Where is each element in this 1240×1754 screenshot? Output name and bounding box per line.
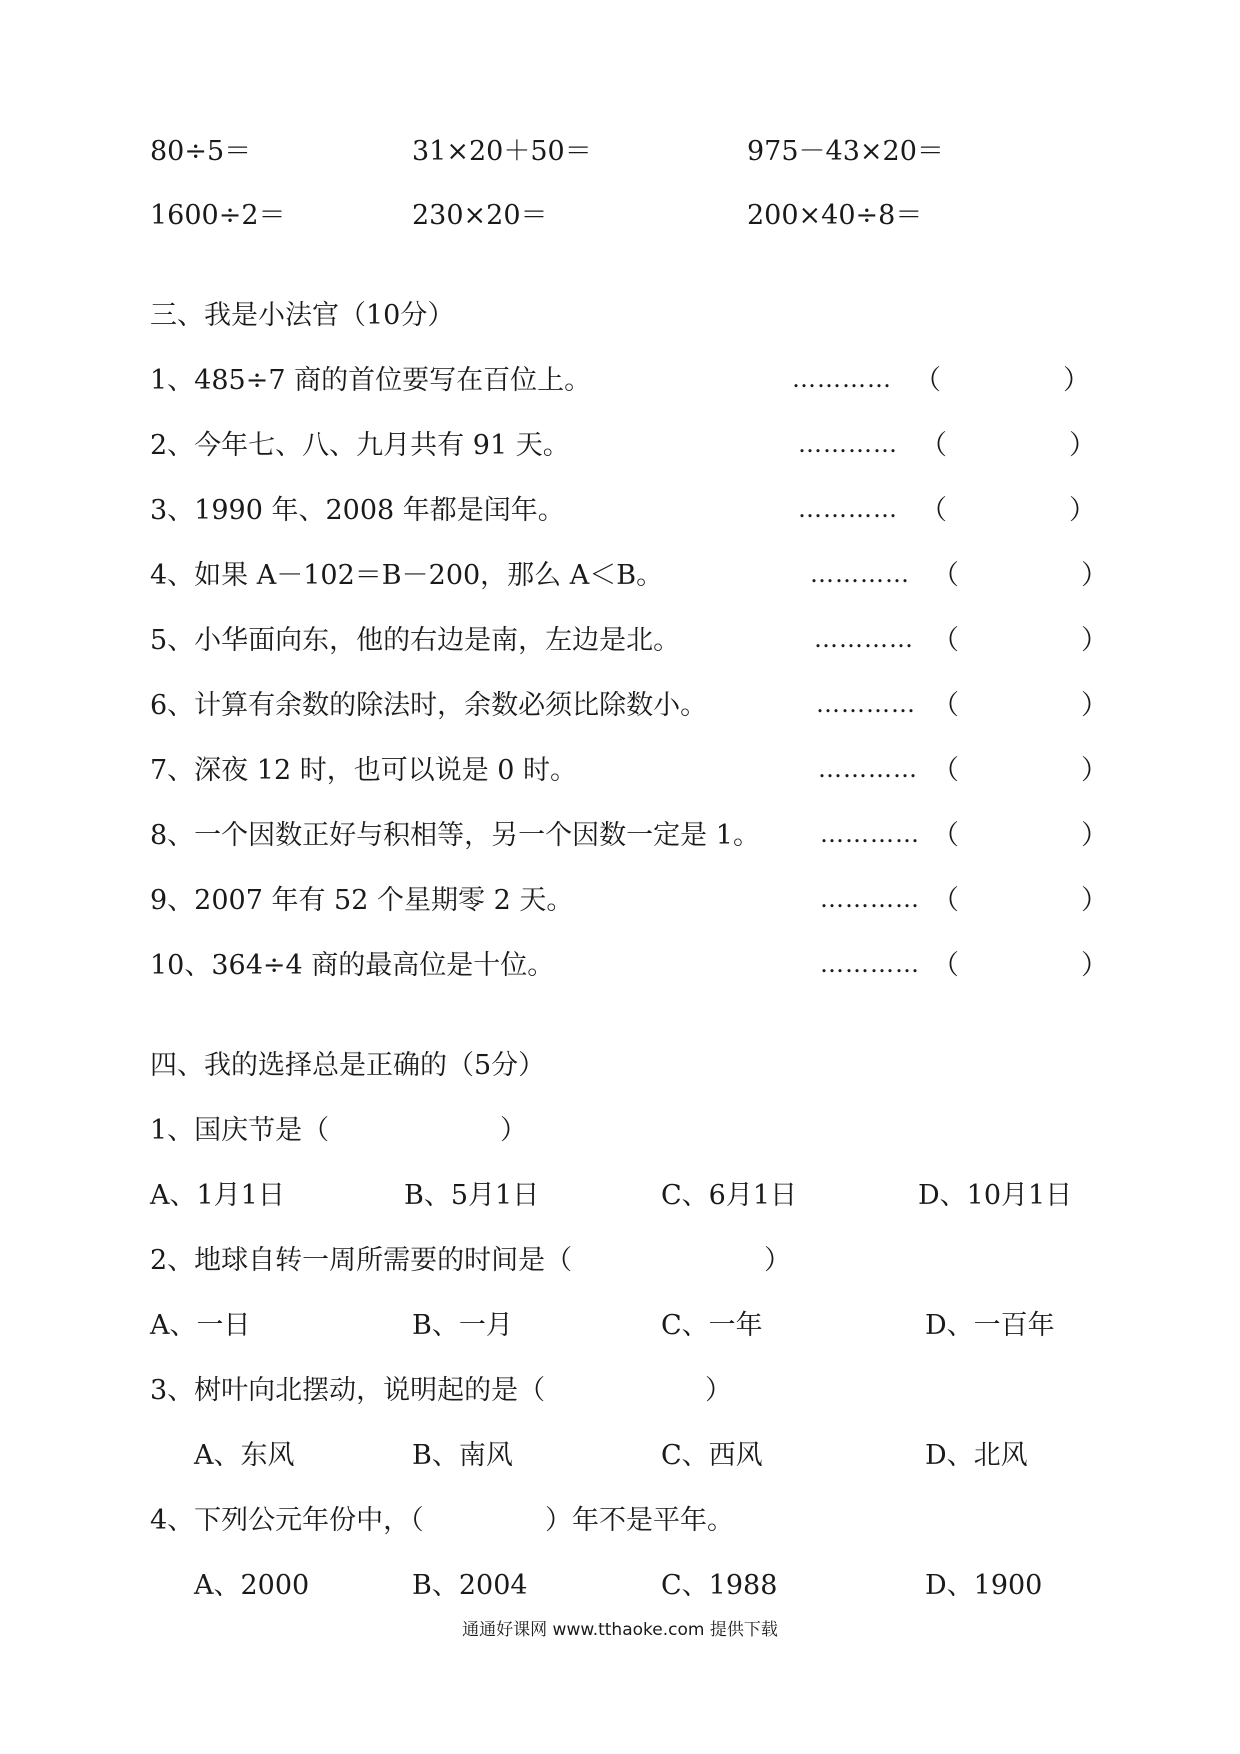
answer-paren-close: ） (1063, 365, 1090, 396)
answer-paren-close: ） (1081, 820, 1108, 851)
judgement-item: 1、485÷7 商的首位要写在百位上。 (150, 365, 592, 396)
choice-option: A、1月1日 (150, 1180, 285, 1211)
choice-option: D、北风 (925, 1440, 1028, 1471)
choice-option: A、东风 (194, 1440, 295, 1471)
answer-paren-close: ） (1081, 625, 1108, 656)
answer-paren-open: （ (914, 365, 941, 396)
dot-leader: ………… (798, 495, 898, 523)
judgement-item: 9、2007 年有 52 个星期零 2 天。 (150, 885, 574, 916)
choice-option: B、一月 (412, 1310, 513, 1341)
judgement-item: 7、深夜 12 时，也可以说是 0 时。 (150, 755, 578, 786)
choice-option: C、1988 (661, 1570, 778, 1601)
calc-item: 200×40÷8＝ (747, 200, 923, 231)
judgement-item: 6、计算有余数的除法时，余数必须比除数小。 (150, 690, 708, 721)
answer-paren-close: ） (1081, 690, 1108, 721)
choice-option: D、10月1日 (918, 1180, 1073, 1211)
choice-option: B、南风 (412, 1440, 513, 1471)
dot-leader: ………… (798, 430, 898, 458)
dot-leader: ………… (818, 755, 918, 783)
choice-option: A、一日 (150, 1310, 251, 1341)
answer-paren-close: ）年不是平年。 (545, 1505, 734, 1536)
answer-paren-open: （ (920, 495, 947, 526)
page-footer: 通通好课网 www.tthaoke.com 提供下载 (462, 1620, 778, 1640)
answer-paren-close: ） (1069, 495, 1096, 526)
dot-leader: ………… (816, 690, 916, 718)
choice-option: D、1900 (925, 1570, 1043, 1601)
answer-paren-close: ） (1081, 885, 1108, 916)
judgement-item: 4、如果 A－102＝B－200，那么 A＜B。 (150, 560, 664, 591)
calc-item: 31×20＋50＝ (412, 136, 592, 167)
answer-paren-open: （ (932, 755, 959, 786)
section4-title: 四、我的选择总是正确的（5分） (150, 1050, 546, 1081)
choice-question-stem: 4、下列公元年份中，（ (150, 1505, 424, 1536)
calc-item: 230×20＝ (412, 200, 548, 231)
choice-option: C、6月1日 (661, 1180, 798, 1211)
choice-option: A、2000 (194, 1570, 310, 1601)
answer-paren-open: （ (932, 950, 959, 981)
choice-option: C、西风 (661, 1440, 763, 1471)
answer-paren-close: ） (500, 1115, 527, 1146)
calc-item: 1600÷2＝ (150, 200, 286, 231)
choice-question-stem: 1、国庆节是（ (150, 1115, 330, 1146)
dot-leader: ………… (820, 885, 920, 913)
dot-leader: ………… (814, 625, 914, 653)
answer-paren-close: ） (1081, 950, 1108, 981)
dot-leader: ………… (810, 560, 910, 588)
choice-option: D、一百年 (925, 1310, 1055, 1341)
section3-title: 三、我是小法官（10分） (150, 300, 455, 331)
answer-paren-close: ） (1081, 560, 1108, 591)
answer-paren-open: （ (932, 820, 959, 851)
judgement-item: 5、小华面向东，他的右边是南，左边是北。 (150, 625, 681, 656)
judgement-item: 10、364÷4 商的最高位是十位。 (150, 950, 555, 981)
choice-option: C、一年 (661, 1310, 763, 1341)
answer-paren-close: ） (705, 1375, 732, 1406)
answer-paren-open: （ (932, 885, 959, 916)
dot-leader: ………… (792, 365, 892, 393)
answer-paren-open: （ (932, 560, 959, 591)
judgement-item: 3、1990 年、2008 年都是闰年。 (150, 495, 565, 526)
choice-question-stem: 3、树叶向北摆动，说明起的是（ (150, 1375, 546, 1406)
judgement-item: 2、今年七、八、九月共有 91 天。 (150, 430, 570, 461)
answer-paren-close: ） (1069, 430, 1096, 461)
answer-paren-open: （ (920, 430, 947, 461)
dot-leader: ………… (820, 950, 920, 978)
judgement-item: 8、一个因数正好与积相等，另一个因数一定是 1。 (150, 820, 760, 851)
choice-option: B、5月1日 (404, 1180, 540, 1211)
dot-leader: ………… (820, 820, 920, 848)
calc-item: 975－43×20＝ (747, 136, 944, 167)
answer-paren-close: ） (764, 1245, 791, 1276)
answer-paren-close: ） (1081, 755, 1108, 786)
answer-paren-open: （ (932, 690, 959, 721)
answer-paren-open: （ (932, 625, 959, 656)
choice-question-stem: 2、地球自转一周所需要的时间是（ (150, 1245, 573, 1276)
choice-option: B、2004 (412, 1570, 528, 1601)
calc-item: 80÷5＝ (150, 136, 252, 167)
